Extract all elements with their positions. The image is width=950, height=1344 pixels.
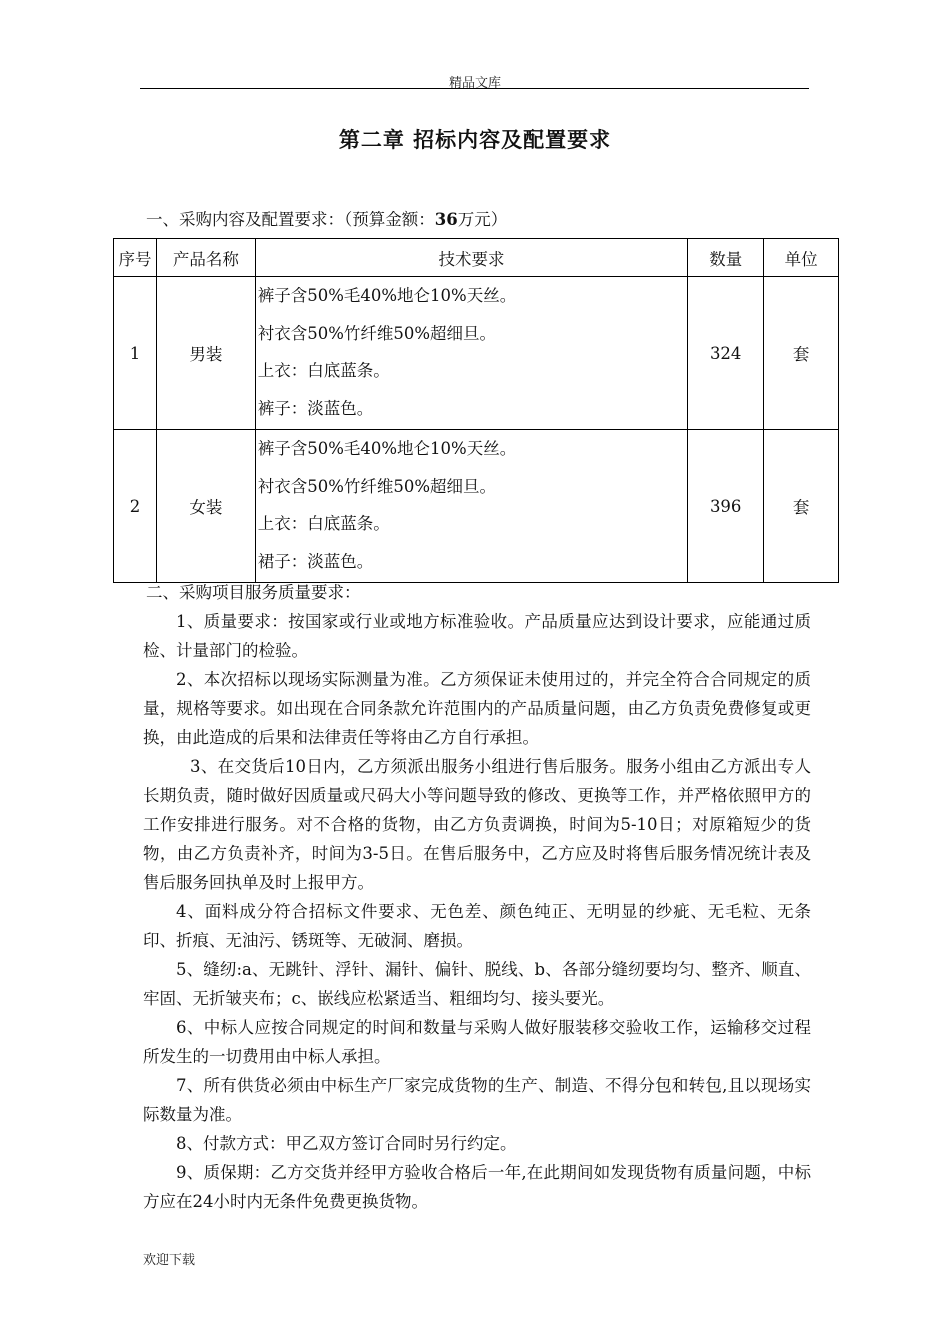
requirement-item: 9、质保期：乙方交货并经甲方验收合格后一年,在此期间如发现货物有质量问题，中标方应在24小时内无条件免费更换货物。 (143, 1163, 811, 1211)
row-unit: 套 (764, 430, 839, 583)
row-qty: 324 (688, 277, 764, 430)
table-row (114, 430, 839, 583)
section2-heading: 二、采购项目服务质量要求： (146, 583, 361, 602)
spec-line: 裤子含50%毛40%地仑10%天丝。 (257, 286, 517, 305)
row-product-name: 女装 (156, 430, 255, 583)
row-no: 2 (114, 430, 157, 583)
page-footer: 欢迎下载 (143, 1253, 196, 1268)
requirement-item: 4、面料成分符合招标文件要求、无色差、颜色纯正、无明显的纱疵、无毛粒、无条印、折痕、无油污、锈斑等、无破洞、磨损。 (143, 902, 811, 950)
row-no: 1 (114, 277, 157, 430)
section2-body (143, 578, 811, 1216)
spec-line: 上衣：白底蓝条。 (257, 514, 390, 533)
row-product-name: 男装 (156, 277, 255, 430)
requirement-item: 2、本次招标以现场实际测量为准。乙方须保证未使用过的，并完全符合合同规定的质量，规格等要求。如出现在合同条款允许范围内的产品质量问题，由乙方负责免费修复或更换，由此造成的后果和法律责任等将由乙方自行承担。 (143, 670, 811, 747)
requirement-item: 5、缝纫:a、无跳针、浮针、漏针、偏针、脱线、b、各部分缝纫要均匀、整齐、顺直、牢固、无折皱夹布；c、嵌线应松紧适当、粗细均匀、接头要光。 (143, 960, 811, 1008)
section1-suffix: 万元） (457, 210, 508, 229)
spec-line: 裙子：淡蓝色。 (257, 551, 374, 571)
spec-line: 衬衣含50%竹纤维50%超细旦。 (257, 476, 497, 496)
header-qty: 数量 (688, 239, 764, 277)
header-unit: 单位 (764, 239, 839, 277)
spec-line: 上衣：白底蓝条。 (257, 361, 390, 380)
requirements-table (113, 238, 839, 583)
header-tech: 技术要求 (255, 239, 688, 277)
spec-line: 衬衣含50%竹纤维50%超细旦。 (257, 323, 497, 343)
section1-prefix: 一、采购内容及配置要求：（预算金额： (146, 210, 435, 229)
table-row (114, 277, 839, 430)
requirement-item: 8、付款方式：甲乙双方签订合同时另行约定。 (176, 1134, 517, 1153)
requirement-item: 3、在交货后10日内，乙方须派出服务小组进行售后服务。服务小组由乙方派出专人长期负责，随时做好因质量或尺码大小等问题导致的修改、更换等工作，并严格依照甲方的工作安排进行服务。对不合格的货物，由乙方负责调换，时间为5-10日；对原箱短少的货物，由乙方负责补齐，时间为3-5日。在售后服务中，乙方应及时将售后服务情况统计表及售后服务回执单及时上报甲方。 (143, 757, 811, 892)
table-header-row (114, 239, 839, 277)
header-no: 序号 (114, 239, 157, 277)
row-unit: 套 (764, 277, 839, 430)
row-tech-spec (255, 430, 688, 583)
section1-heading (146, 206, 507, 230)
requirement-item: 7、所有供货必须由中标生产厂家完成货物的生产、制造、不得分包和转包,且以现场实际数量为准。 (143, 1076, 811, 1124)
spec-line: 裤子：淡蓝色。 (257, 398, 374, 418)
header-divider (140, 88, 809, 89)
row-qty: 396 (688, 430, 764, 583)
row-tech-spec (255, 277, 688, 430)
requirement-item: 1、质量要求：按国家或行业或地方标准验收。产品质量应达到设计要求，应能通过质检、计量部门的检验。 (143, 612, 811, 660)
budget-amount: 36 (434, 210, 458, 229)
page-header: 精品文库 (448, 76, 501, 91)
chapter-title: 第二章 招标内容及配置要求 (338, 128, 612, 152)
header-name: 产品名称 (156, 239, 255, 277)
spec-line: 裤子含50%毛40%地仑10%天丝。 (257, 439, 517, 458)
requirement-item: 6、中标人应按合同规定的时间和数量与采购人做好服装移交验收工作，运输移交过程所发生的一切费用由中标人承担。 (143, 1018, 811, 1066)
